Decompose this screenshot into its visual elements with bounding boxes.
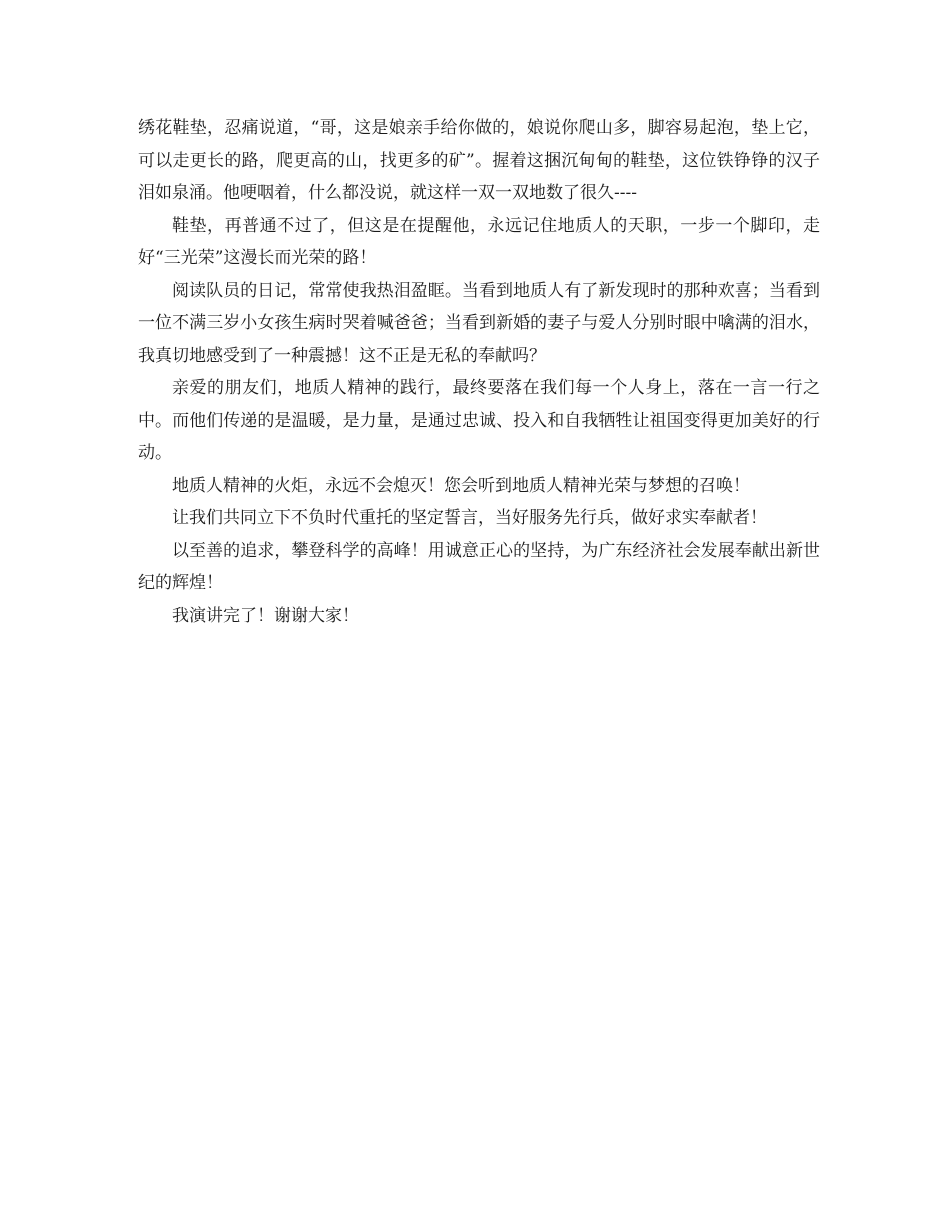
paragraph-1: 绣花鞋垫，忍痛说道，“哥，这是娘亲手给你做的，娘说你爬山多，脚容易起泡，垫上它，可以走更长的路，爬更高的山，找更多的矿”。握着这捆沉甸甸的鞋垫，这位铁铮铮的汉子泪如泉涌。他哽咽着，什么都没说，就这样一双一双地数了很久----	[138, 118, 820, 203]
document-body	[138, 112, 820, 632]
paragraph-2: 鞋垫，再普通不过了，但这是在提醒他，永远记住地质人的天职，一步一个脚印，走好“三光荣”这漫长而光荣的路！	[138, 215, 820, 268]
paragraph-5: 地质人精神的火炬，永远不会熄灭！您会听到地质人精神光荣与梦想的召唤！	[172, 475, 750, 496]
paragraph-7: 以至善的追求，攀登科学的高峰！用诚意正心的坚持，为广东经济社会发展奉献出新世纪的辉煌！	[138, 540, 820, 593]
paragraph-6: 让我们共同立下不负时代重托的坚定誓言，当好服务先行兵，做好求实奉献者！	[172, 508, 767, 528]
paragraph-3: 阅读队员的日记，常常使我热泪盈眶。当看到地质人有了新发现时的那种欢喜；当看到一位不满三岁小女孩生病时哭着喊爸爸；当看到新婚的妻子与爱人分别时眼中噙满的泪水，我真切地感受到了一种震撼！这不正是无私的奉献吗？	[138, 280, 820, 366]
paragraph-8: 我演讲完了！谢谢大家！	[172, 605, 359, 626]
paragraph-4: 亲爱的朋友们，地质人精神的践行，最终要落在我们每一个人身上，落在一言一行之中。而他们传递的是温暖，是力量，是通过忠诚、投入和自我牺牲让祖国变得更加美好的行动。	[138, 378, 820, 463]
